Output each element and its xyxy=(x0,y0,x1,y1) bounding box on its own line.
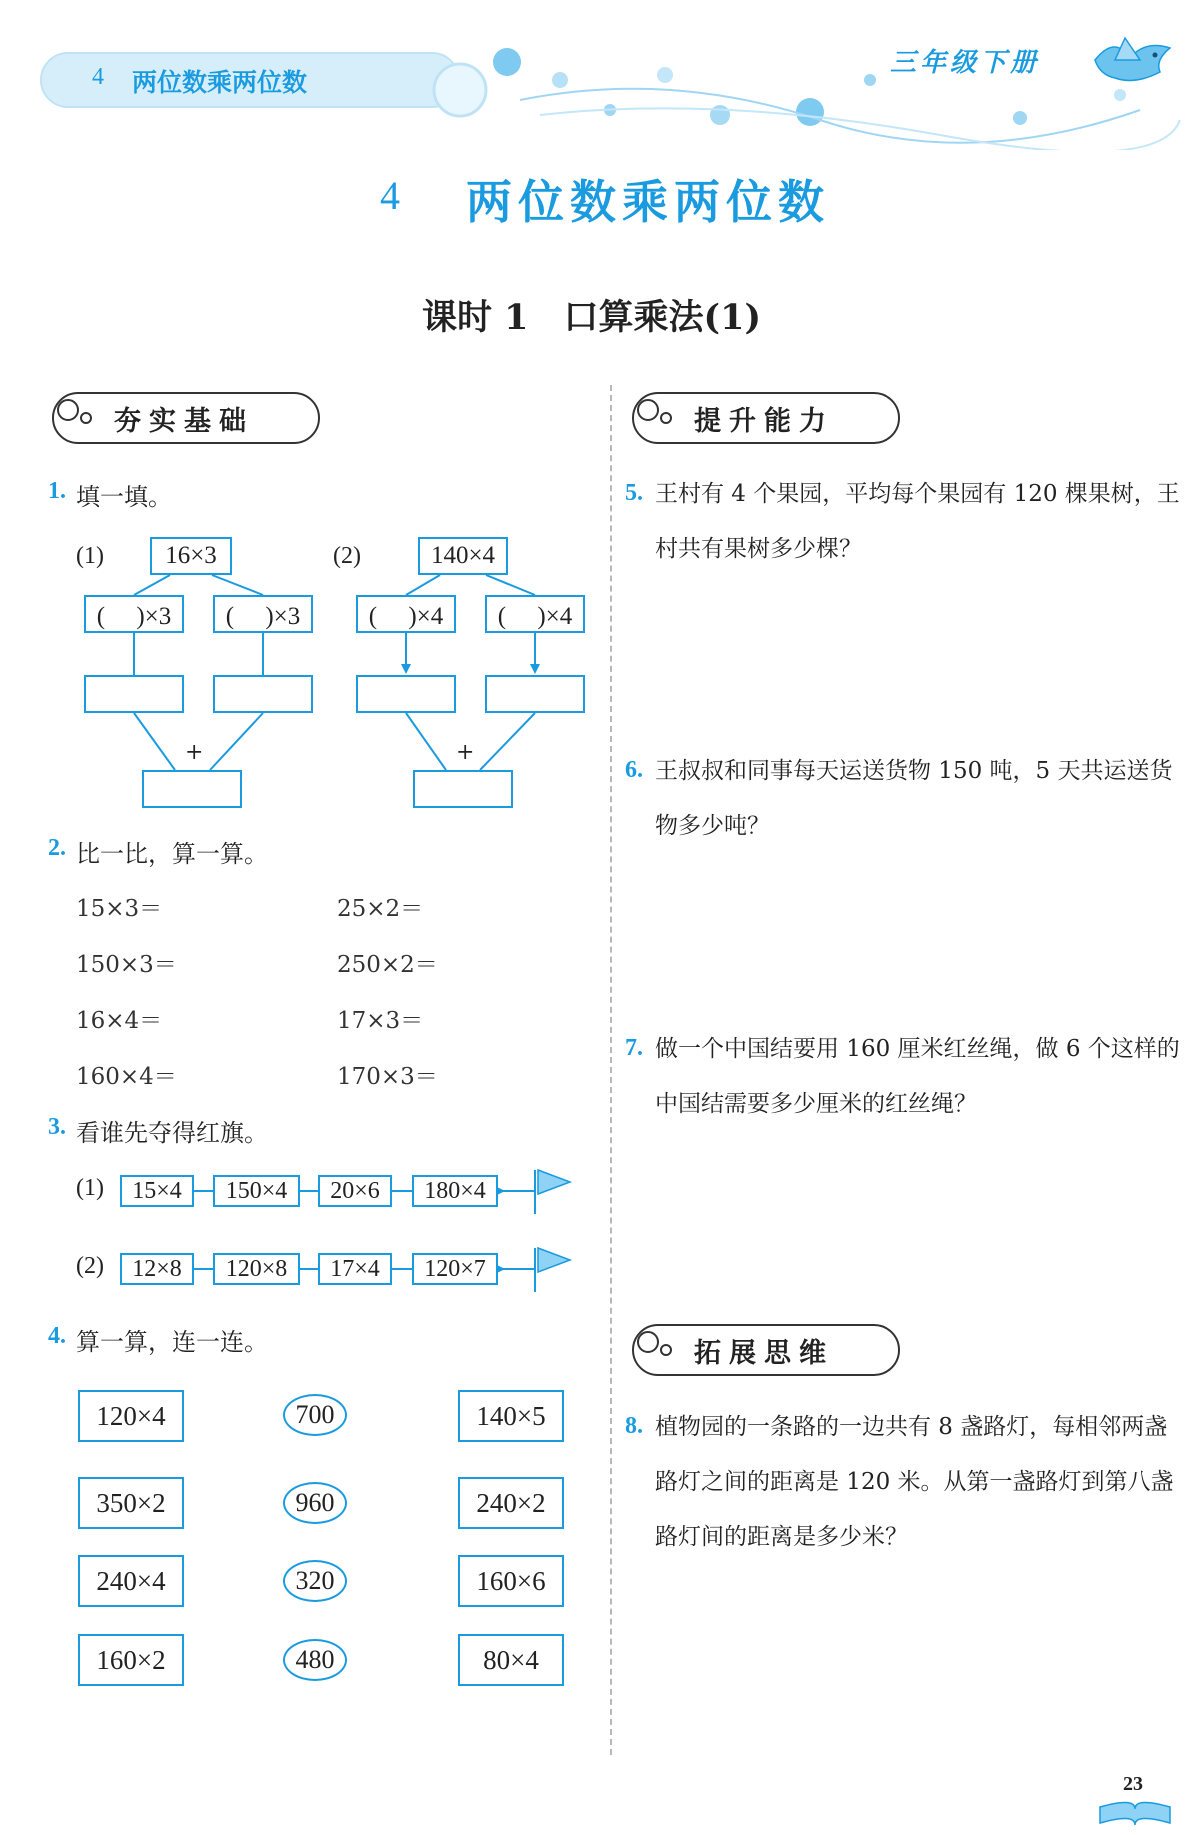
q3-row1-box-4: 180×4 xyxy=(412,1175,498,1207)
chapter-title: 两位数乘两位数 xyxy=(466,175,830,229)
section-basic: 夯实基础 xyxy=(52,392,320,444)
q4-mid-4[interactable]: 480 xyxy=(283,1639,347,1681)
bubble-icon xyxy=(56,398,96,428)
q1-p1-plus: + xyxy=(185,740,204,765)
q4-left-4[interactable]: 160×2 xyxy=(78,1634,184,1686)
q4-right-1[interactable]: 140×5 xyxy=(458,1390,564,1442)
q1-p2-label: (2) xyxy=(333,543,361,569)
q2-calc-1: 15×3＝ xyxy=(76,896,163,922)
q3-number: 3. xyxy=(48,1114,66,1140)
q4-left-2[interactable]: 350×2 xyxy=(78,1477,184,1529)
q1-p2-mid-left[interactable] xyxy=(356,675,456,713)
column-divider xyxy=(610,385,612,1755)
q2-calc-5: 16×4＝ xyxy=(76,1008,163,1034)
q2-calc-8: 170×3＝ xyxy=(337,1064,438,1090)
q5-text: 王村有 4 个果园，平均每个果园有 120 棵果树，王村共有果树多少棵？ xyxy=(655,481,1180,562)
q1-p1-top: 16×3 xyxy=(150,537,232,575)
q1-p2-top: 140×4 xyxy=(418,537,508,575)
q8-number: 8. xyxy=(625,1413,643,1439)
q2-calc-2: 25×2＝ xyxy=(337,896,424,922)
q2-number: 2. xyxy=(48,835,66,861)
bubble-icon xyxy=(636,1330,676,1360)
q4-left-1[interactable]: 120×4 xyxy=(78,1390,184,1442)
q5-number: 5. xyxy=(625,480,643,506)
q2-calc-3: 150×3＝ xyxy=(76,952,177,978)
q4-mid-1[interactable]: 700 xyxy=(283,1394,347,1436)
q3-row2-box-2: 120×8 xyxy=(213,1253,300,1285)
q3-row1-box-2: 150×4 xyxy=(213,1175,300,1207)
q1-p2-plus: + xyxy=(456,740,475,765)
q3-row2-label: (2) xyxy=(76,1253,104,1279)
q6-text: 王叔叔和同事每天运送货物 150 吨，5 天共运送货物多少吨？ xyxy=(655,758,1173,839)
q3-row1-box-3: 20×6 xyxy=(318,1175,392,1207)
q1-p1-right[interactable]: ( )×3 xyxy=(213,595,313,633)
section-improve: 提升能力 xyxy=(632,392,900,444)
q3-row2-box-4: 120×7 xyxy=(412,1253,498,1285)
q1-p2-mid-right[interactable] xyxy=(485,675,585,713)
q1-p1-mid-right[interactable] xyxy=(213,675,313,713)
q4-mid-2[interactable]: 960 xyxy=(283,1482,347,1524)
q1-p2-result[interactable] xyxy=(413,770,513,808)
q4-right-4[interactable]: 80×4 xyxy=(458,1634,564,1686)
q1-p1-left[interactable]: ( )×3 xyxy=(84,595,184,633)
q4-right-3[interactable]: 160×6 xyxy=(458,1555,564,1607)
q2-calc-7: 160×4＝ xyxy=(76,1064,177,1090)
q1-p2-left[interactable]: ( )×4 xyxy=(356,595,456,633)
bubble-icon xyxy=(636,398,676,428)
page-number: 23 xyxy=(1123,1773,1143,1795)
q6-number: 6. xyxy=(625,757,643,783)
q4-number: 4. xyxy=(48,1323,66,1349)
q3-row2-box-1: 12×8 xyxy=(120,1253,194,1285)
q1-number: 1. xyxy=(48,478,66,504)
lesson-title: 课时 1 口算乘法(1) xyxy=(422,297,762,338)
header-chapter-label: 两位数乘两位数 xyxy=(132,68,308,97)
q1-p1-result[interactable] xyxy=(142,770,242,808)
q4-left-3[interactable]: 240×4 xyxy=(78,1555,184,1607)
q4-right-2[interactable]: 240×2 xyxy=(458,1477,564,1529)
q8-text: 植物园的一条路的一边共有 8 盏路灯，每相邻两盏路灯之间的距离是 120 米。从第一盏路灯到第八盏路灯间的距离是多少米？ xyxy=(655,1414,1174,1550)
q3-row1-box-1: 15×4 xyxy=(120,1175,194,1207)
q4-mid-3[interactable]: 320 xyxy=(283,1560,347,1602)
q3-row1-label: (1) xyxy=(76,1175,104,1201)
chapter-number: 4 xyxy=(380,173,400,218)
header-chapter-num: 4 xyxy=(92,64,104,90)
section-extend: 拓展思维 xyxy=(632,1324,900,1376)
bird-icon xyxy=(1085,30,1175,92)
header-decoration xyxy=(420,40,1200,150)
q1-p1-label: (1) xyxy=(76,543,104,569)
q4-text: 算一算，连一连。 xyxy=(76,1328,268,1356)
grade-label: 三年级下册 xyxy=(890,48,1041,78)
q1-p2-right[interactable]: ( )×4 xyxy=(485,595,585,633)
q3-text: 看谁先夺得红旗。 xyxy=(76,1119,268,1147)
q2-calc-4: 250×2＝ xyxy=(337,952,438,978)
book-icon xyxy=(1095,1795,1175,1827)
q2-calc-6: 17×3＝ xyxy=(337,1008,424,1034)
q1-text: 填一填。 xyxy=(76,483,172,511)
q7-number: 7. xyxy=(625,1035,643,1061)
q1-p1-mid-left[interactable] xyxy=(84,675,184,713)
q3-row2-box-3: 17×4 xyxy=(318,1253,392,1285)
q7-text: 做一个中国结要用 160 厘米红丝绳，做 6 个这样的中国结需要多少厘米的红丝绳？ xyxy=(655,1036,1180,1117)
q2-text: 比一比，算一算。 xyxy=(76,840,268,868)
